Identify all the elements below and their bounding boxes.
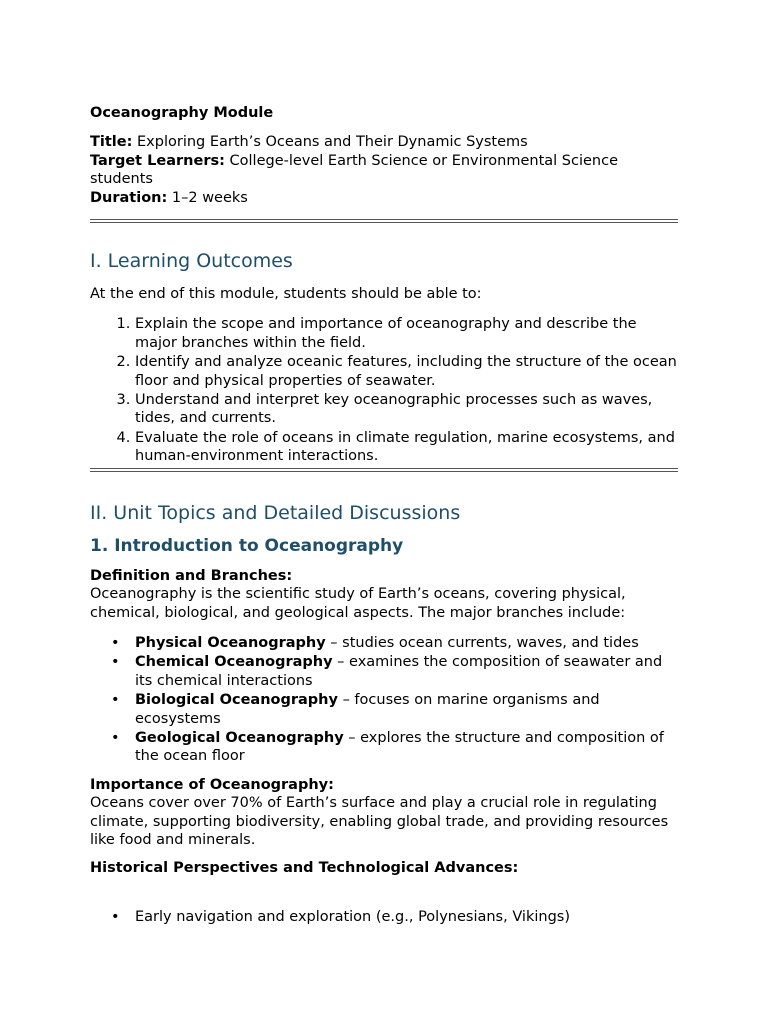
branch-name: Chemical Oceanography [135, 654, 333, 671]
importance-label: Importance of Oceanography: [90, 776, 334, 793]
branch-desc: – studies ocean currents, waves, and tides [325, 634, 639, 651]
meta-title-line [90, 133, 680, 151]
definition-text: Oceanography is the scientific study of Earth’s oceans, covering physical, chemical, biological, and geological aspects. The major branches include: [90, 586, 626, 621]
module-title: Oceanography Module [90, 105, 274, 121]
branch-item [135, 653, 680, 690]
importance-text: Oceans cover over 70% of Earth’s surface and play a crucial role in regulating climate, supporting biodiversity, enabling global trade, and providing resources like food and minerals. [90, 795, 669, 848]
subsection-heading-introduction: 1. Introduction to Oceanography [90, 535, 404, 556]
definition-label: Definition and Branches: [90, 567, 293, 584]
section-heading-unit-topics: II. Unit Topics and Detailed Discussions [90, 501, 461, 524]
outcome-item: 3. Understand and interpret key oceanographic processes such as waves, tides, and currents. [135, 391, 680, 428]
meta-title-value: Exploring Earth’s Oceans and Their Dynamic Systems [137, 134, 528, 151]
branches-list [90, 634, 680, 766]
branch-name: Geological Oceanography [135, 729, 344, 746]
outcomes-intro: At the end of this module, students should be able to: [90, 286, 482, 303]
outcome-item: 2. Identify and analyze oceanic features, including the structure of the ocean floor and physical properties of seawater. [135, 353, 680, 390]
meta-learners-value: College-level Earth Science or Environmental Science students [90, 152, 619, 188]
section-heading-learning-outcomes: I. Learning Outcomes [90, 250, 293, 273]
meta-learners-label: Target Learners: [90, 152, 225, 169]
history-list [90, 908, 680, 926]
learning-outcomes-list [90, 315, 680, 465]
outcome-item: 1. Explain the scope and importance of oceanography and describe the major branches within the field. [135, 315, 680, 352]
branch-item [135, 634, 680, 652]
meta-duration-label: Duration: [90, 189, 168, 206]
horizontal-divider [90, 219, 678, 223]
branch-desc: – examines the composition of seawater and its chemical interactions [135, 654, 663, 689]
meta-title-label: Title: [90, 134, 133, 151]
meta-duration-value: 1–2 weeks [171, 189, 248, 206]
branch-desc: – explores the structure and composition of the ocean floor [135, 729, 664, 765]
branch-desc: – focuses on marine organisms and ecosystems [135, 692, 600, 727]
history-item: • Early navigation and exploration (e.g., Polynesians, Vikings) [135, 908, 680, 926]
history-label: Historical Perspectives and Technological Advances: [90, 860, 519, 877]
meta-learners-line [90, 152, 680, 189]
branch-name: Biological Oceanography [135, 692, 338, 709]
outcome-item: 4. Evaluate the role of oceans in climate regulation, marine ecosystems, and human-environment interactions. [135, 429, 680, 466]
horizontal-divider [90, 468, 678, 472]
branch-item [135, 729, 680, 766]
branch-name: Physical Oceanography [135, 634, 326, 651]
meta-duration-line [90, 189, 680, 207]
branch-item [135, 691, 680, 728]
document-page [90, 104, 680, 927]
